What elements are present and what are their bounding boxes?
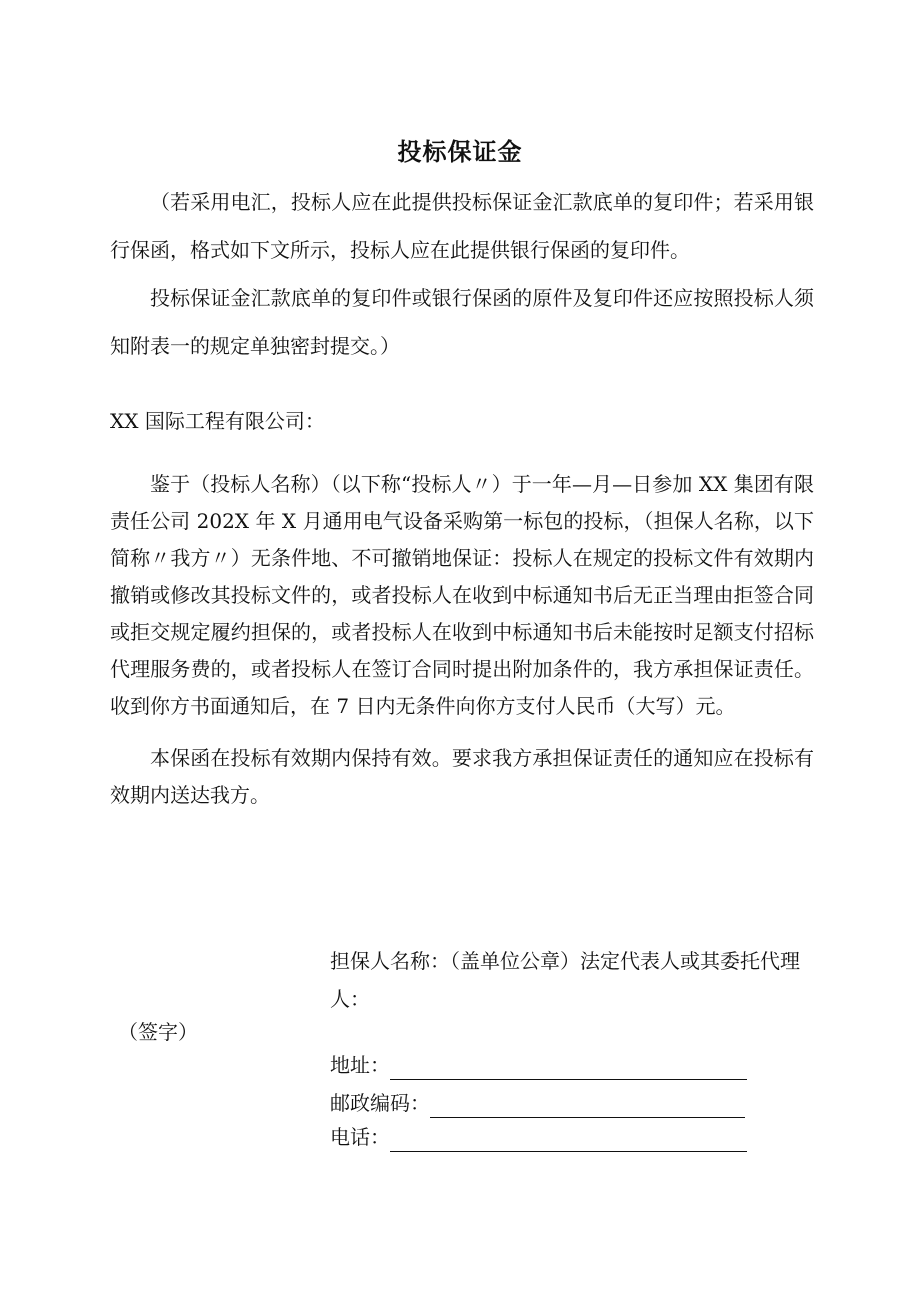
phone-label: 电话： [330, 1125, 390, 1149]
address-label: 地址： [330, 1053, 390, 1077]
document-title: 投标保证金 [397, 138, 523, 166]
signature-label: （签字） [118, 1020, 198, 1044]
address-field [330, 1050, 747, 1080]
postcode-label: 邮政编码： [330, 1091, 430, 1115]
validity-paragraph: 本保函在投标有效期内保持有效。要求我方承担保证责任的通知应在投标有效期内送达我方。 [110, 746, 814, 807]
note-paragraph-2: 投标保证金汇款底单的复印件或银行保函的原件及复印件还应按照投标人须知附表一的规定单独密封提交。） [110, 286, 814, 358]
phone-blank [390, 1129, 747, 1152]
addressee: XX 国际工程有限公司： [110, 409, 325, 433]
guarantor-line: 担保人名称：（盖单位公章）法定代表人或其委托代理人： [330, 949, 800, 1011]
guarantee-paragraph: 鉴于（投标人名称）（以下称“投标人〃）于一年—月—日参加 XX 集团有限责任公司 202X 年 X 月通用电气设备采购第一标包的投标，（担保人名称，以下简称〃我方〃）无条件地、不可撤销地保证：投标人在规定的投标文件有效期内撤销或修改其投标文件的，或者投标人在收到中标通知书后无正当理由拒签合同或拒交规定履约担保的，或者投标人在收到中标通知书后未能按时足额支付招标代理服务费的，或者投标人在签订合同时提出附加条件的，我方承担保证责任。收到你方书面通知后，在 7 日内无条件向你方支付人民币（大写）元。 [110, 472, 814, 718]
address-blank [390, 1057, 747, 1080]
note-paragraph-1: （若采用电汇，投标人应在此提供投标保证金汇款底单的复印件；若采用银行保函，格式如下文所示，投标人应在此提供银行保函的复印件。 [110, 190, 814, 262]
postcode-field [330, 1088, 745, 1118]
phone-field [330, 1122, 747, 1152]
postcode-blank [430, 1095, 745, 1118]
